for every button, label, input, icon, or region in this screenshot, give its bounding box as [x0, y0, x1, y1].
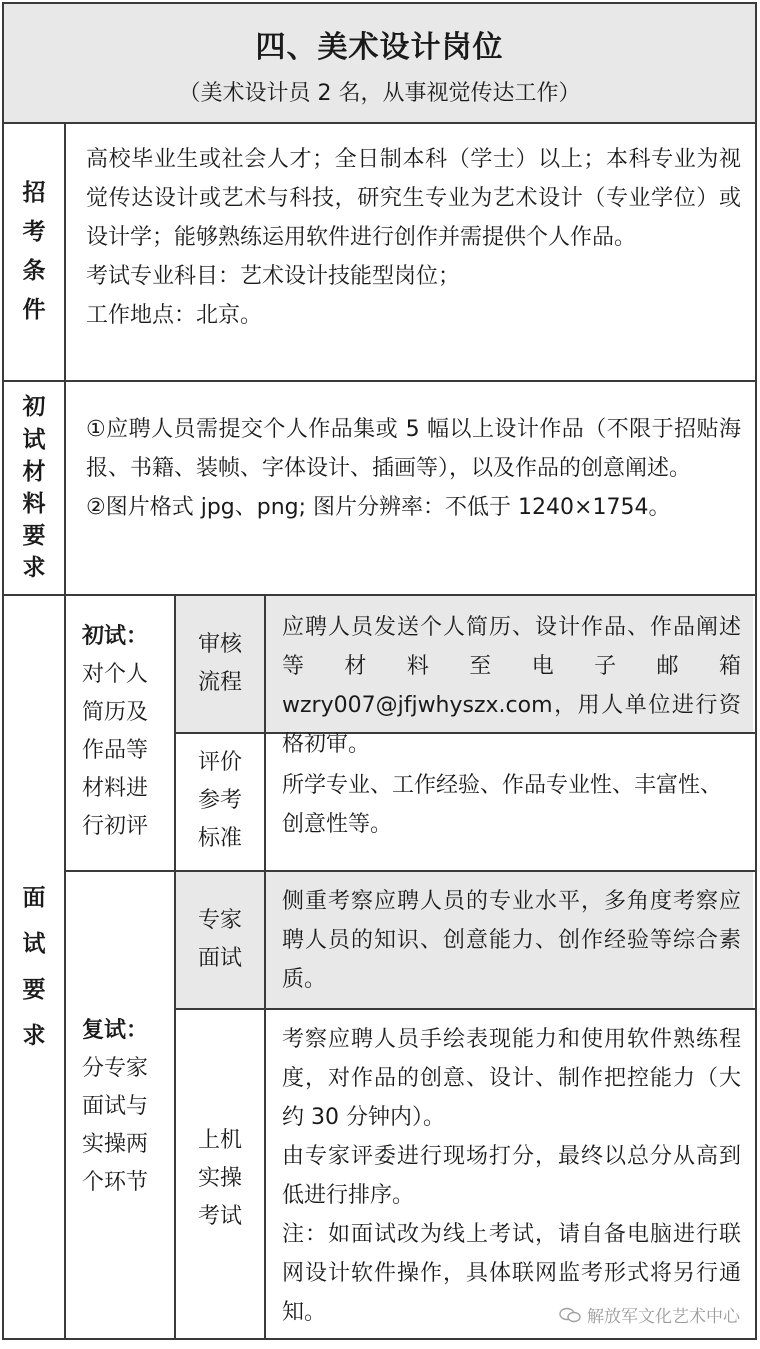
review-text: 应聘人员发送个人简历、设计作品、作品阐述等材料至电子邮箱 wzry007@jfjwhyszx.com，用人单位进行资格初审。 [282, 615, 741, 757]
divider [66, 870, 755, 872]
second-stage-head: 复试： [82, 1018, 149, 1043]
recruit-line: 高校毕业生或社会人才；全日制本科（学士）以上；本科专业为视觉传达设计或艺术与科技，研究生专业为艺术设计（专业学位）或设计学；能够熟练运用软件进行创作并需提供个人作品。 [86, 147, 741, 250]
watermark [559, 1302, 740, 1327]
job-table [2, 2, 757, 1340]
computer-line: 由专家评委进行现场打分，最终以总分从高到低进行排序。 [282, 1144, 741, 1208]
computer-text [282, 1020, 741, 1332]
expert-label: 专家面试 [197, 908, 242, 971]
materials-label: 初 试 材 料 要 求 [4, 382, 66, 594]
divider [176, 1008, 755, 1010]
wechat-icon [559, 1307, 581, 1323]
materials-content [86, 410, 741, 527]
review-label: 审核流程 [197, 632, 242, 695]
computer-line: 注：如面试改为线上考试，请自备电脑进行联网设计软件操作，具体联网监考形式将另行通知。 [282, 1222, 741, 1325]
watermark-text: 解放军文化艺术中心 [587, 1307, 740, 1327]
first-stage-body: 对个人简历及作品等材料进行初评 [82, 662, 149, 839]
expert-text: 侧重考察应聘人员的专业水平，多角度考察应聘人员的知识、创意能力、创作经验等综合素质。 [282, 889, 741, 992]
recruit-content [86, 140, 741, 335]
materials-row [4, 382, 755, 596]
first-stage-head: 初试： [82, 624, 149, 649]
recruit-label: 招 考 条 件 [4, 124, 66, 380]
second-stage-body: 分专家面试与实操两个环节 [82, 1056, 149, 1195]
materials-line: ①应聘人员需提交个人作品集或 5 幅以上设计作品（不限于招贴海报、书籍、装帧、字体设计、插画等），以及作品的创意阐述。 [86, 417, 741, 481]
divider [264, 596, 266, 1338]
computer-label: 上机实操考试 [197, 1128, 242, 1229]
first-stage [82, 618, 172, 846]
second-stage [82, 1012, 172, 1202]
interview-label: 面 试 要 求 [4, 596, 66, 1338]
criteria-text: 所学专业、工作经验、作品专业性、丰富性、创意性等。 [282, 773, 723, 837]
recruit-line: 工作地点：北京。 [86, 303, 263, 328]
page-title: 四、美术设计岗位 [255, 30, 504, 65]
table-header [4, 4, 755, 124]
interview-row [4, 596, 755, 1338]
page-subtitle: （美术设计员 2 名，从事视觉传达工作） [178, 81, 581, 106]
criteria-label: 评价参考标准 [197, 750, 242, 851]
computer-line: 考察应聘人员手绘表现能力和使用软件熟练程度，对作品的创意、设计、制作把控能力（大约 30 分钟内）。 [282, 1027, 741, 1130]
recruit-line: 考试专业科目：艺术设计技能型岗位； [86, 264, 461, 289]
materials-line: ②图片格式 jpg、png; 图片分辨率：不低于 1240×1754。 [86, 495, 671, 520]
recruit-row [4, 124, 755, 382]
